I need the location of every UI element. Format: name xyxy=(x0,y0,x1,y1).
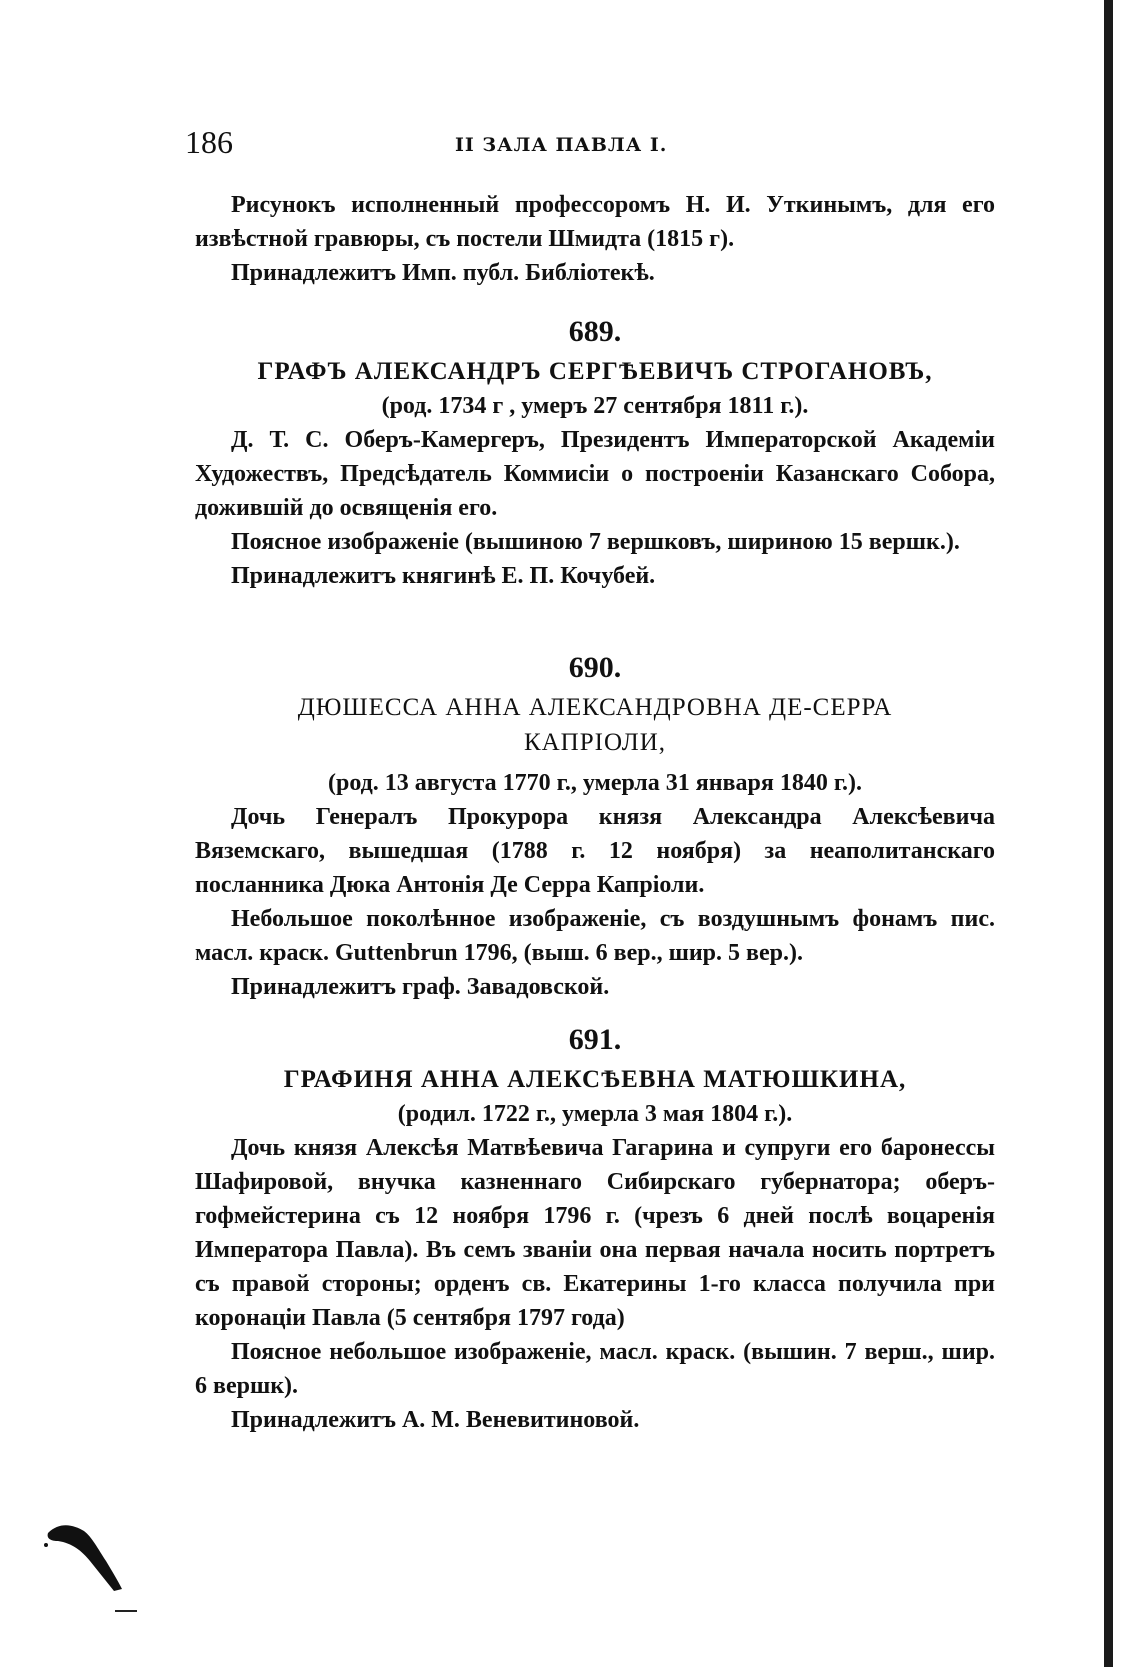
entry-title: ГРАФЪ АЛЕКСАНДРЪ СЕРГѢЕВИЧЪ СТРОГАНОВЪ, xyxy=(257,358,933,385)
entry-689 xyxy=(195,310,995,593)
entry-title-line-1: ДЮШЕССА АННА АЛЕКСАНДРОВНА ДЕ-СЕРРА xyxy=(297,694,893,721)
entry-number: 690. xyxy=(568,651,622,684)
footer-mark xyxy=(115,1610,137,1612)
entry-title-line-2: КАПРІОЛИ, xyxy=(523,729,667,756)
entry-description: Д. Т. С. Оберъ-Камергеръ, Президентъ Императорской Академіи Художествъ, Предсѣдатель Коммисіи о построеніи Казанскаго Собора, дожившій до освященія его. xyxy=(195,427,995,521)
entry-dimensions: Небольшое поколѣнное изображеніе, съ воздушнымъ фонамъ пис. масл. краск. Guttenbrun 1796, (выш. 6 вер., шир. 5 вер.). xyxy=(195,906,995,966)
running-head: II ЗАЛА ПАВЛА I. xyxy=(455,134,668,156)
entry-description: Дочь Генералъ Прокурора князя Александра Алексѣевича Вяземскаго, вышедшая (1788 г. 12 ноября) за неаполитанскаго посланника Дюка Антонія Де Серра Капріоли. xyxy=(195,804,995,898)
intro-paragraph: Рисунокъ исполненный профессоромъ Н. И. Уткинымъ, для его извѣстной гравюры, съ постели Шмидта (1815 г). xyxy=(195,192,995,252)
entry-dimensions: Поясное небольшое изображеніе, масл. краск. (вышин. 7 верш., шир. 6 вершк). xyxy=(195,1339,995,1399)
entry-dates: (род. 13 августа 1770 г., умерла 31 января 1840 г.). xyxy=(327,770,863,796)
page-number: 186 xyxy=(185,124,233,160)
entry-690 xyxy=(195,646,995,1004)
entry-dates: (родил. 1722 г., умерла 3 мая 1804 г.). xyxy=(397,1101,793,1127)
page-edge-shadow xyxy=(1104,0,1113,1667)
entry-dates: (род. 1734 г , умеръ 27 сентября 1811 г.). xyxy=(381,393,809,419)
intro-block xyxy=(195,188,995,290)
entry-owner: Принадлежитъ А. М. Веневитиновой. xyxy=(231,1407,640,1433)
entry-number: 689. xyxy=(568,315,622,348)
entry-number: 691. xyxy=(568,1023,622,1056)
entry-title: ГРАФИНЯ АННА АЛЕКСѢЕВНА МАТЮШКИНА, xyxy=(283,1066,907,1093)
intro-ownership: Принадлежитъ Имп. публ. Библіотекѣ. xyxy=(231,260,655,286)
entry-owner: Принадлежитъ граф. Завадовской. xyxy=(231,974,610,1000)
entry-description: Дочь князя Алексѣя Матвѣевича Гагарина и супруги его баронессы Шафировой, внучка казненнаго Сибирскаго губернатора; оберъ-гофмейстерина съ 12 ноября 1796 г. (чрезъ 6 дней послѣ воцаренія Императора Павла). Въ семъ званіи она первая начала носить портретъ съ правой стороны; орденъ св. Екатерины 1-го класса получила при коронаціи Павла (5 сентября 1797 года) xyxy=(195,1135,995,1331)
entry-691 xyxy=(195,1018,995,1437)
entry-dimensions: Поясное изображеніе (вышиною 7 вершковъ, шириною 15 вершк.). xyxy=(231,529,960,555)
entry-owner: Принадлежитъ княгинѣ Е. П. Кочубей. xyxy=(231,563,656,589)
ink-smudge-icon xyxy=(40,1515,130,1595)
page-header xyxy=(185,124,995,164)
